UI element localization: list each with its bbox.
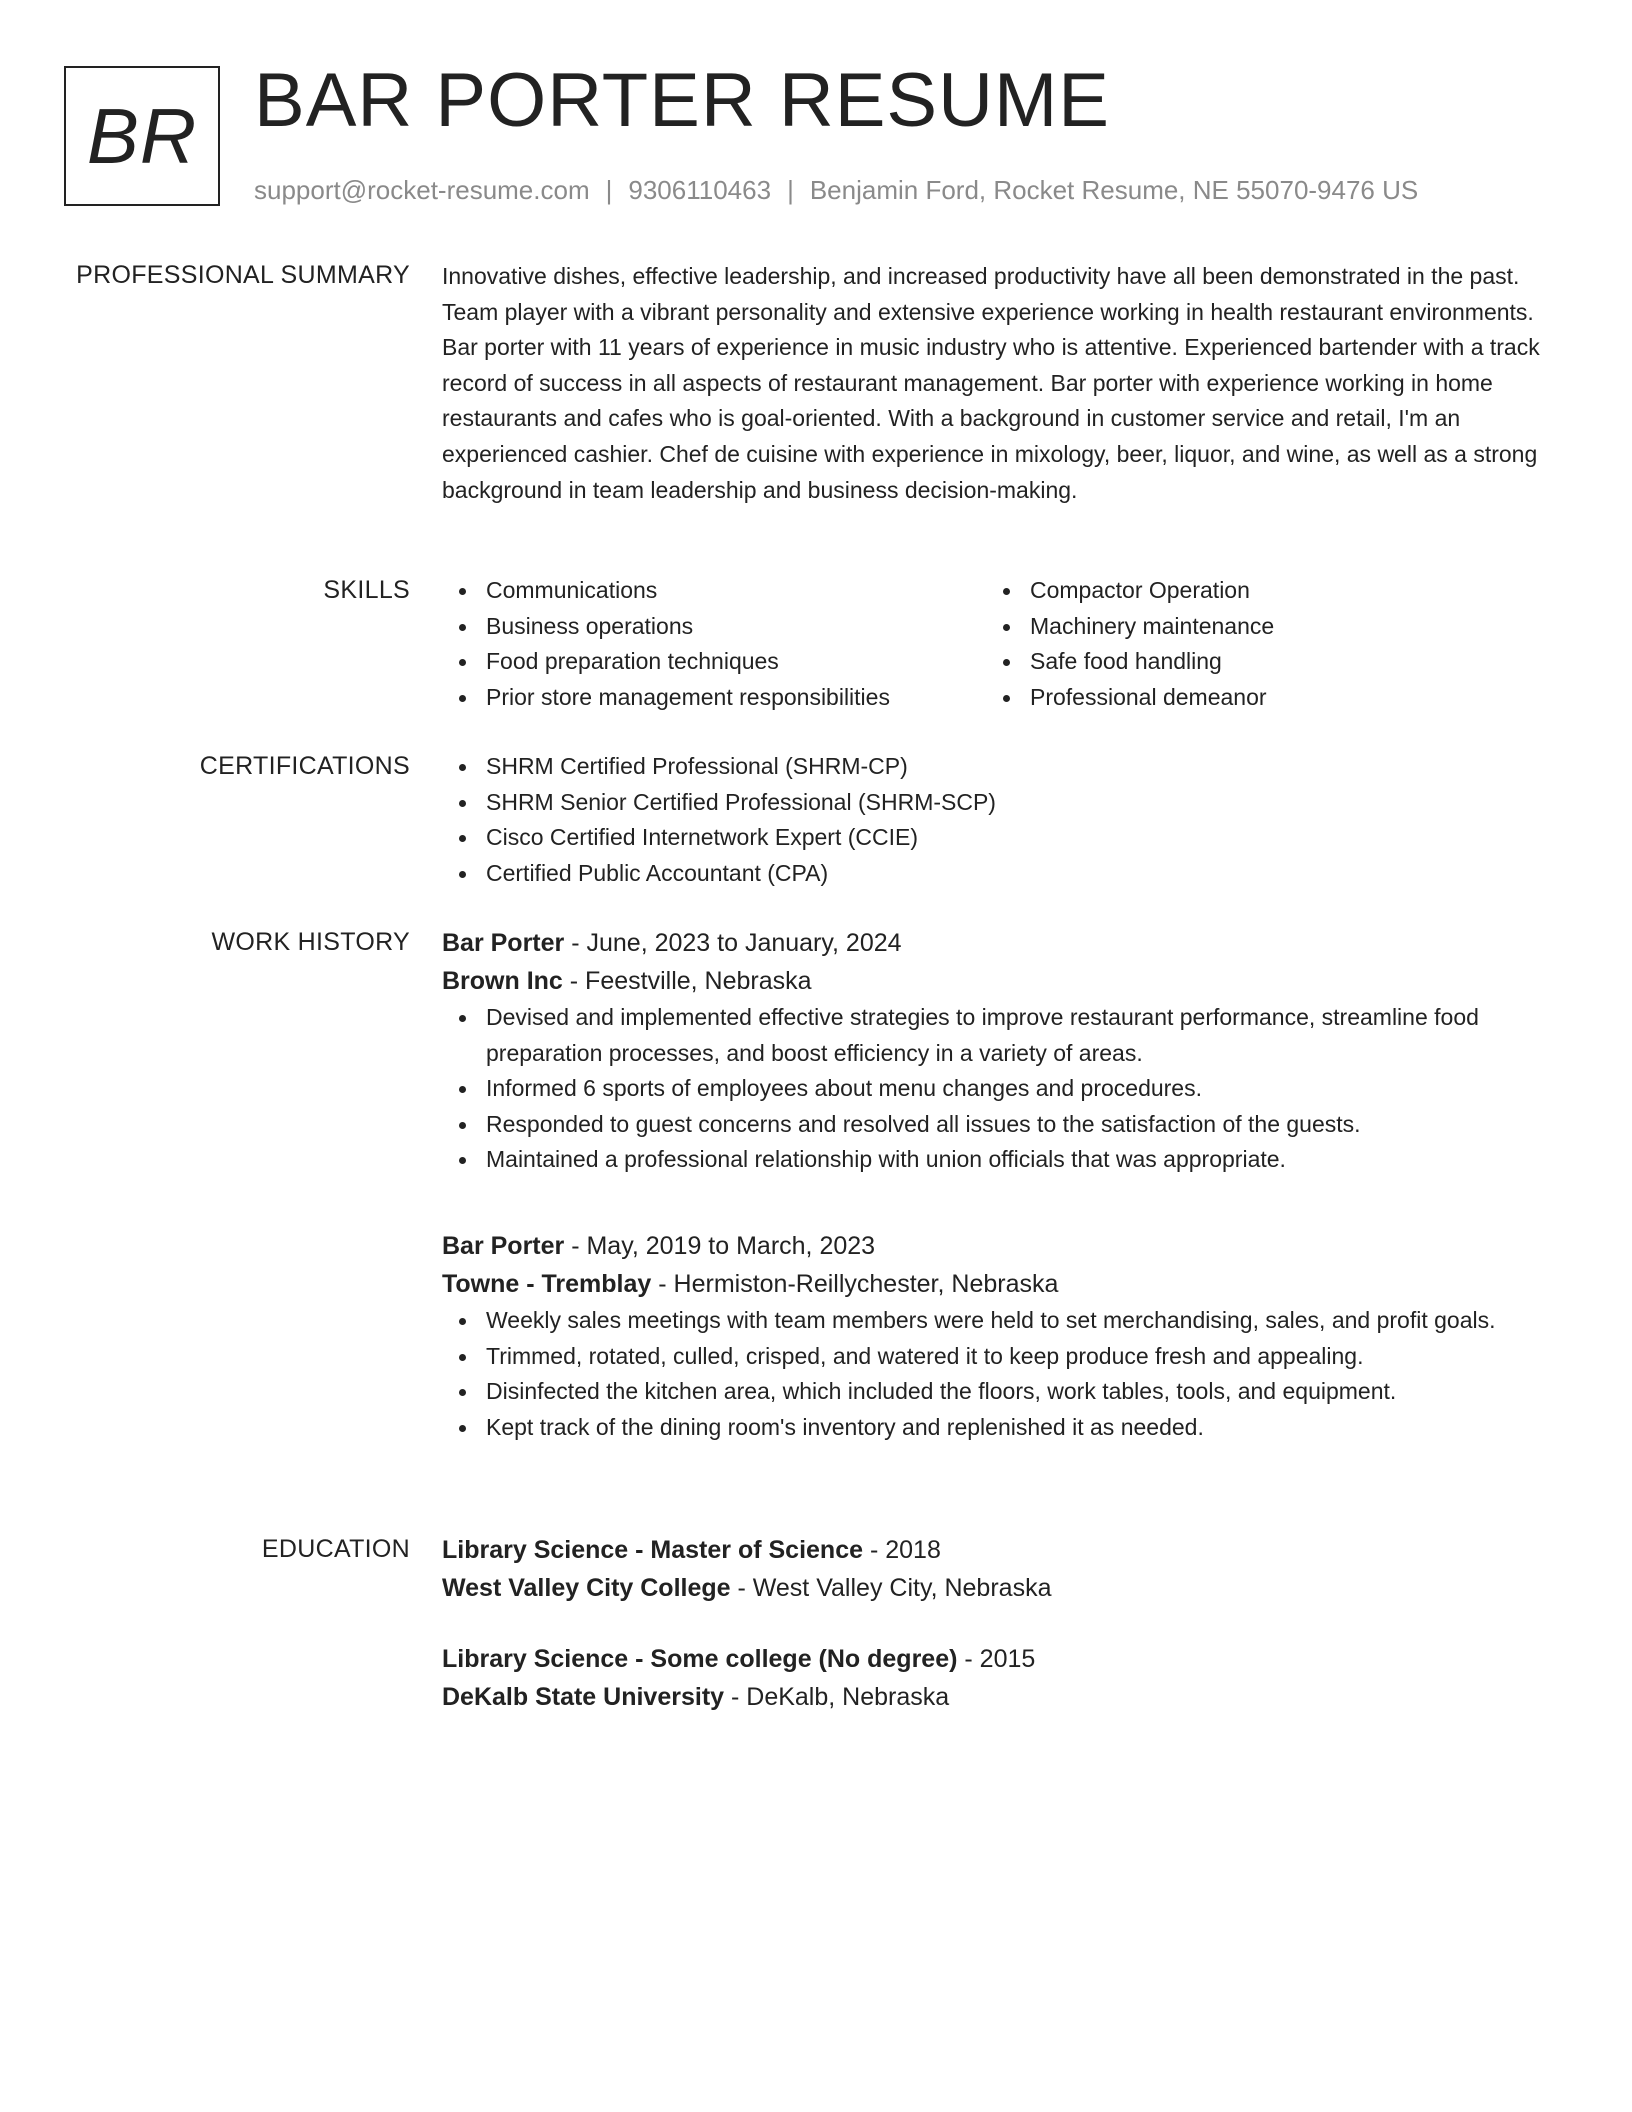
education-degree: Library Science - Master of Science — [442, 1536, 864, 1564]
contact-separator: | — [605, 175, 613, 205]
skill-item: Professional demeanor — [986, 680, 1530, 716]
job-bullet: Responded to guest concerns and resolved all issues to the satisfaction of the guests. — [442, 1107, 1542, 1143]
work-history-body — [442, 924, 1542, 1440]
job-bullet: Disinfected the kitchen area, which included the floors, work tables, tools, and equipment. — [442, 1374, 1542, 1410]
education-school-line — [442, 1678, 1542, 1716]
contact-phone: 9306110463 — [628, 175, 772, 205]
skill-item: Prior store management responsibilities — [442, 680, 986, 716]
job-location: - Hermiston-Reillychester, Nebraska — [651, 1270, 1059, 1298]
skills-list-right — [986, 573, 1530, 715]
certification-item: SHRM Senior Certified Professional (SHRM-SCP) — [442, 785, 1542, 821]
certifications-list — [442, 749, 1542, 891]
job-title-line — [442, 924, 1542, 962]
certifications-body — [442, 749, 1542, 891]
job-company-line — [442, 962, 1542, 1000]
contact-separator: | — [787, 175, 794, 205]
monogram-text: BR — [86, 91, 198, 180]
summary-text: Innovative dishes, effective leadership, and increased productivity have all been demonstrated in the past. Team player with a vibrant personality and extensive experience working in health restaurant environments. Bar porter with 11 years of experience in music industry who is attentive. Experienced bartender with a track record of success in all aspects of restaurant management. Bar porter with experience working in home restaurants and cafes who is goal-oriented. With a background in customer service and retail, I'm an experienced cashier. Chef de cuisine with experience in mixology, beer, liquor, and wine, as well as a strong background in team leadership and business decision-making. — [442, 263, 1540, 503]
section-label-certifications: CERTIFICATIONS — [199, 752, 410, 780]
job-bullet: Weekly sales meetings with team members were held to set merchandising, sales, and profit goals. — [442, 1303, 1542, 1339]
certification-item: Cisco Certified Internetwork Expert (CCIE) — [442, 820, 1542, 856]
education-body — [442, 1531, 1542, 1711]
section-label-skills: SKILLS — [323, 576, 410, 604]
job-entry — [442, 924, 1542, 1178]
job-company: Brown Inc — [442, 967, 563, 995]
job-company: Towne - Tremblay — [442, 1270, 652, 1298]
education-entry — [442, 1531, 1542, 1607]
job-company-line — [442, 1265, 1542, 1303]
certification-item: SHRM Certified Professional (SHRM-CP) — [442, 749, 1542, 785]
job-bullets — [442, 1000, 1542, 1178]
job-bullet: Kept track of the dining room's inventory and replenished it as needed. — [442, 1410, 1542, 1446]
education-school-line — [442, 1569, 1542, 1607]
skill-item: Safe food handling — [986, 644, 1530, 680]
job-bullet: Informed 6 sports of employees about menu changes and procedures. — [442, 1071, 1542, 1107]
contact-address: Benjamin Ford, Rocket Resume, NE 55070-9476 US — [809, 175, 1419, 205]
education-entry — [442, 1640, 1542, 1716]
contact-email: support@rocket-resume.com — [254, 175, 590, 205]
education-degree-line — [442, 1531, 1542, 1569]
section-label-summary: PROFESSIONAL SUMMARY — [76, 261, 410, 289]
job-location: - Feestville, Nebraska — [562, 967, 812, 995]
summary-body — [442, 258, 1542, 508]
certification-item: Certified Public Accountant (CPA) — [442, 856, 1542, 892]
section-label-education: EDUCATION — [261, 1535, 410, 1563]
job-title: Bar Porter — [442, 929, 565, 957]
education-school: West Valley City College — [442, 1574, 731, 1602]
resume-title: BAR PORTER RESUME — [254, 58, 1110, 143]
skill-item: Business operations — [442, 609, 986, 645]
education-year: - 2015 — [957, 1645, 1036, 1673]
job-dates: - June, 2023 to January, 2024 — [564, 929, 902, 957]
skill-item: Food preparation techniques — [442, 644, 986, 680]
education-year: - 2018 — [863, 1536, 941, 1564]
education-location: - West Valley City, Nebraska — [730, 1574, 1052, 1602]
job-title-line — [442, 1227, 1542, 1265]
job-title: Bar Porter — [442, 1232, 565, 1260]
job-bullet: Trimmed, rotated, culled, crisped, and watered it to keep produce fresh and appealing. — [442, 1339, 1542, 1375]
skill-item: Communications — [442, 573, 986, 609]
skills-list-left — [442, 573, 986, 715]
skills-body — [442, 573, 1542, 715]
skill-item: Machinery maintenance — [986, 609, 1530, 645]
job-bullets — [442, 1303, 1542, 1445]
education-degree: Library Science - Some college (No degree) — [442, 1645, 958, 1673]
job-entry — [442, 1227, 1542, 1445]
education-location: - DeKalb, Nebraska — [724, 1683, 950, 1711]
section-label-work-history: WORK HISTORY — [211, 928, 410, 956]
education-degree-line — [442, 1640, 1542, 1678]
job-dates: - May, 2019 to March, 2023 — [564, 1232, 876, 1260]
contact-line — [254, 174, 1418, 206]
skill-item: Compactor Operation — [986, 573, 1530, 609]
skills-grid — [442, 573, 1542, 715]
job-bullet: Maintained a professional relationship with union officials that was appropriate. — [442, 1142, 1542, 1178]
monogram-logo — [64, 66, 220, 206]
job-bullet: Devised and implemented effective strategies to improve restaurant performance, streamline food preparation processes, and boost efficiency in a variety of areas. — [442, 1000, 1542, 1071]
education-school: DeKalb State University — [442, 1683, 725, 1711]
